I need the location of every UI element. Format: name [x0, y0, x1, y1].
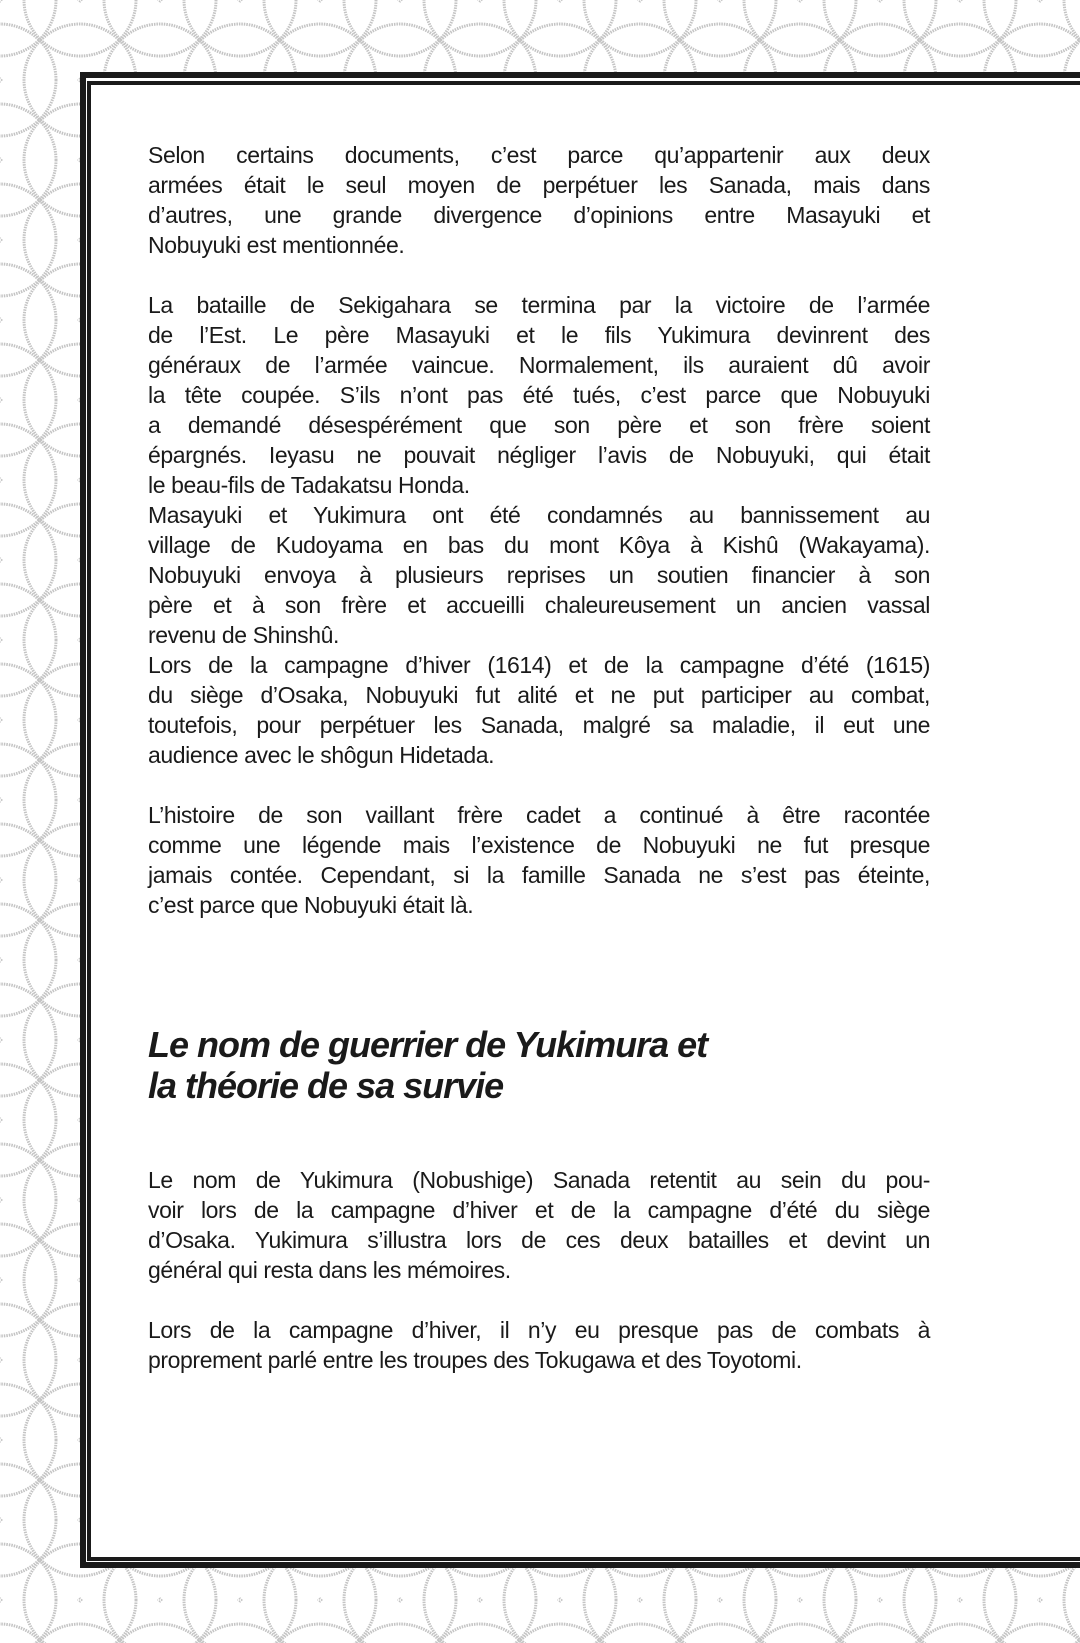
text-line: Nobuyuki est mentionnée. — [148, 232, 405, 258]
text-line: a demandé désespérément que son père et son frère soient — [148, 412, 930, 438]
text-line: L’histoire de son vaillant frère cadet a continué à être racontée — [148, 802, 930, 828]
paragraph-osaka-siege — [148, 650, 930, 770]
paragraph-banishment — [148, 500, 930, 650]
text-line: audience avec le shôgun Hidetada. — [148, 742, 495, 768]
text-line: armées était le seul moyen de perpétuer les Sanada, mais dans — [148, 172, 930, 198]
text-line: la tête coupée. S’ils n’ont pas été tués, c’est parce que Nobuyuki — [148, 382, 930, 408]
text-line: le beau-fils de Tadakatsu Honda. — [148, 472, 470, 498]
text-line: d’Osaka. Yukimura s’illustra lors de ces deux batailles et devint un — [148, 1227, 930, 1253]
text-line: d’autres, une grande divergence d’opinions entre Masayuki et — [148, 202, 930, 228]
text-line: Le nom de Yukimura (Nobushige) Sanada retentit au sein du pou- — [148, 1167, 930, 1193]
text-line: c’est parce que Nobuyuki était là. — [148, 892, 474, 918]
paragraph-legend — [148, 800, 930, 920]
paragraph-yukimura-name — [148, 1165, 930, 1285]
text-line: Lors de la campagne d’hiver, il n’y eu presque pas de combats à — [148, 1317, 930, 1343]
text-line: toutefois, pour perpétuer les Sanada, malgré sa maladie, il eut une — [148, 712, 930, 738]
heading-line: la théorie de sa survie — [148, 1065, 504, 1106]
text-line: Selon certains documents, c’est parce qu’appartenir aux deux — [148, 142, 930, 168]
text-line: du siège d’Osaka, Nobuyuki fut alité et ne put participer au combat, — [148, 682, 930, 708]
text-line: Lors de la campagne d’hiver (1614) et de la campagne d’été (1615) — [148, 652, 930, 678]
text-line: proprement parlé entre les troupes des Tokugawa et des Toyotomi. — [148, 1347, 802, 1373]
text-line: La bataille de Sekigahara se termina par la victoire de l’armée — [148, 292, 930, 318]
heading-line: Le nom de guerrier de Yukimura et — [148, 1024, 708, 1065]
text-line: Nobuyuki envoya à plusieurs reprises un soutien financier à son — [148, 562, 930, 588]
paragraph-documents — [148, 140, 930, 260]
text-line: général qui resta dans les mémoires. — [148, 1257, 511, 1283]
paragraph-sekigahara — [148, 290, 930, 500]
text-line: père et à son frère et accueilli chaleureusement un ancien vassal — [148, 592, 930, 618]
text-line: généraux de l’armée vaincue. Normalement, ils auraient dû avoir — [148, 352, 930, 378]
text-line: épargnés. Ieyasu ne pouvait négliger l’avis de Nobuyuki, qui était — [148, 442, 930, 468]
text-line: revenu de Shinshû. — [148, 622, 339, 648]
paragraph-winter-campaign — [148, 1315, 930, 1375]
text-line: de l’Est. Le père Masayuki et le fils Yukimura devinrent des — [148, 322, 930, 348]
section-heading — [148, 1024, 930, 1106]
text-line: jamais contée. Cependant, si la famille Sanada ne s’est pas éteinte, — [148, 862, 930, 888]
text-line: village de Kudoyama en bas du mont Kôya à Kishû (Wakayama). — [148, 532, 930, 558]
text-line: voir lors de la campagne d’hiver et de la campagne d’été du siège — [148, 1197, 930, 1223]
text-line: Masayuki et Yukimura ont été condamnés au bannissement au — [148, 502, 930, 528]
text-line: comme une légende mais l’existence de Nobuyuki ne fut presque — [148, 832, 930, 858]
